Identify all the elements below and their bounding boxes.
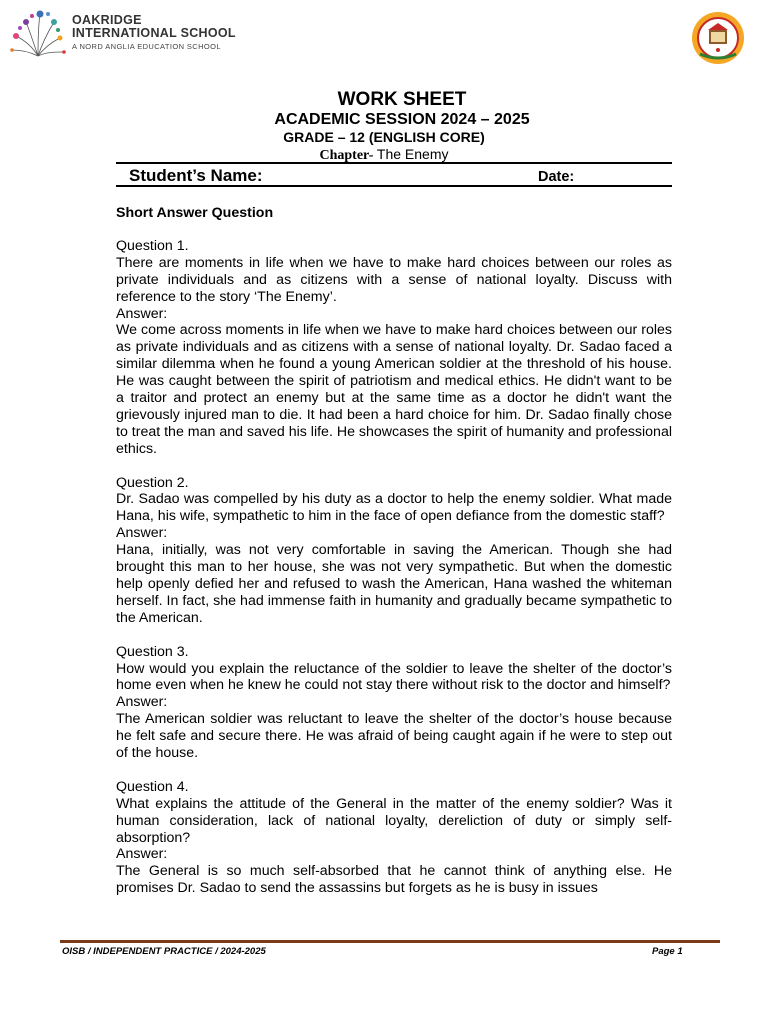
cbse-emblem-icon [690,10,746,66]
question-label: Question 4. [116,778,189,795]
answer-text: We come across moments in life when we have to make hard choices between our roles as private individuals and as citizens with a sense of national loyalty. Dr. Sadao faced a similar dilemma when he found a young American soldier at the threshold of his house. He was caught between the spirit of patriotism and medical ethics. He didn't want to be a traitor and protect an enemy but at the same time as a doctor he didn't want the grievously injured man to die. It had been a hard choice for him. Dr. Sadao finally chose to treat the man and saved his life. He showcases the spirit of humanity and professional ethics. [116,322,672,457]
answer-text: Hana, initially, was not very comfortable in saving the American. Though she had brought this man to her house, she was not very sympathetic. But when the domestic help openly defied her and refused to wash the American, Hana washed the whiteman herself. In fact, she had immense faith in humanity and gradually became sympathetic to the American. [116,542,672,626]
worksheet-content [116,205,672,914]
page-number: Page 1 [652,946,683,957]
answer-label: Answer: [116,694,168,711]
question-text: How would you explain the reluctance of the soldier to leave the shelter of the doctor’s home even when he knew he could not stay there without risk to the doctor and himself? [116,660,672,694]
answer-label: Answer: [116,305,168,322]
question-block-1 [116,238,672,458]
question-label: Question 3. [116,643,189,660]
school-tagline: A NORD ANGLIA EDUCATION SCHOOL [72,42,221,51]
question-text: What explains the attitude of the General in the matter of the enemy soldier? Was it human consideration, lack of national loyalty, dereliction of duty or simply self-absorption? [116,795,672,846]
header-rule-top [116,162,672,164]
school-name-line2: INTERNATIONAL SCHOOL [72,26,236,40]
answer-text: The General is so much self-absorbed that he cannot think of anything else. He promises Dr. Sadao to send the assassins but forgets as he is busy in issues [116,863,672,897]
question-text: There are moments in life when we have to make hard choices between our roles as private individuals and as citizens with a sense of national loyalty. Discuss with reference to the story ‘The Enemy’. [116,254,672,305]
question-block-3 [116,644,672,762]
grade-subject: GRADE – 12 (ENGLISH CORE) [283,129,485,145]
question-block-4 [116,779,672,897]
answer-label: Answer: [116,846,168,863]
question-label: Question 1. [116,237,189,254]
header-rule-bottom [116,185,672,187]
chapter-name: The Enemy [376,146,449,162]
date-label: Date: [538,169,575,185]
worksheet-title: WORK SHEET [337,89,467,110]
academic-session: ACADEMIC SESSION 2024 – 2025 [274,111,530,128]
footer-rule [60,940,720,943]
oakridge-tree-logo-icon [10,6,66,58]
question-label: Question 2. [116,474,189,491]
question-text: Dr. Sadao was compelled by his duty as a doctor to help the enemy soldier. What made Hana, his wife, sympathetic to him in the face of open defiance from the domestic staff? [116,491,672,525]
chapter-label: Chapter- [319,148,377,163]
school-name-line1: OAKRIDGE [72,13,142,27]
answer-text: The American soldier was reluctant to leave the shelter of the doctor’s house because he felt safe and secure there. He was afraid of being caught again if he were to step out of the house. [116,711,672,762]
school-logo [10,6,240,62]
footer-label: OISB / INDEPENDENT PRACTICE / 2024-2025 [62,946,266,957]
section-title: Short Answer Question [116,205,274,221]
student-name-label: Student’s Name: [129,166,263,185]
answer-label: Answer: [116,525,168,542]
question-block-2 [116,475,672,627]
